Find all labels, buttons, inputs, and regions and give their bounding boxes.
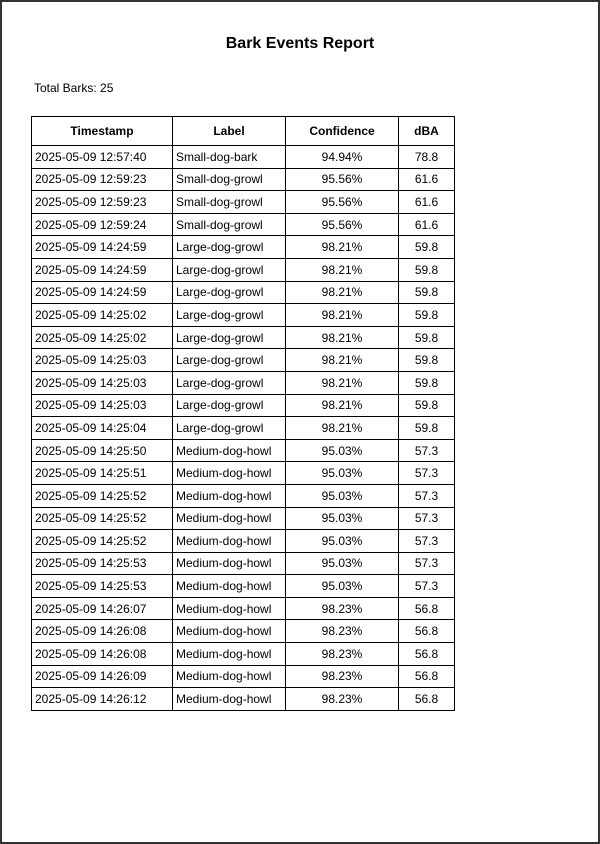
cell-dba: 56.8 [399, 620, 455, 643]
table-row [32, 281, 455, 304]
cell-dba: 59.8 [399, 281, 455, 304]
table-row [32, 665, 455, 688]
cell-label: Medium-dog-howl [173, 552, 286, 575]
cell-dba: 56.8 [399, 688, 455, 711]
table-row [32, 349, 455, 372]
header-timestamp: Timestamp [32, 117, 173, 146]
cell-dba: 59.8 [399, 326, 455, 349]
cell-timestamp: 2025-05-09 14:25:50 [32, 439, 173, 462]
cell-dba: 59.8 [399, 304, 455, 327]
table-row [32, 462, 455, 485]
cell-label: Medium-dog-howl [173, 507, 286, 530]
table-row [32, 507, 455, 530]
cell-dba: 57.3 [399, 439, 455, 462]
table-row [32, 620, 455, 643]
cell-confidence: 95.03% [286, 484, 399, 507]
cell-confidence: 98.21% [286, 304, 399, 327]
cell-dba: 59.8 [399, 417, 455, 440]
cell-timestamp: 2025-05-09 14:25:51 [32, 462, 173, 485]
cell-timestamp: 2025-05-09 14:25:52 [32, 484, 173, 507]
total-barks: Total Barks: 25 [34, 81, 114, 95]
cell-timestamp: 2025-05-09 14:26:08 [32, 643, 173, 666]
table-row [32, 597, 455, 620]
bark-events-table [31, 116, 455, 711]
cell-confidence: 98.21% [286, 417, 399, 440]
cell-timestamp: 2025-05-09 14:25:53 [32, 552, 173, 575]
cell-label: Medium-dog-howl [173, 530, 286, 553]
cell-confidence: 95.03% [286, 507, 399, 530]
cell-label: Large-dog-growl [173, 326, 286, 349]
cell-dba: 78.8 [399, 146, 455, 169]
table-row [32, 191, 455, 214]
cell-timestamp: 2025-05-09 14:26:07 [32, 597, 173, 620]
cell-label: Small-dog-growl [173, 191, 286, 214]
table-row [32, 168, 455, 191]
table-row [32, 258, 455, 281]
cell-confidence: 98.23% [286, 620, 399, 643]
cell-confidence: 98.21% [286, 258, 399, 281]
cell-label: Large-dog-growl [173, 417, 286, 440]
cell-confidence: 95.56% [286, 213, 399, 236]
cell-timestamp: 2025-05-09 12:57:40 [32, 146, 173, 169]
cell-timestamp: 2025-05-09 14:25:03 [32, 394, 173, 417]
table-row [32, 326, 455, 349]
header-label: Label [173, 117, 286, 146]
cell-label: Small-dog-growl [173, 213, 286, 236]
cell-timestamp: 2025-05-09 12:59:24 [32, 213, 173, 236]
table-row [32, 236, 455, 259]
cell-timestamp: 2025-05-09 12:59:23 [32, 191, 173, 214]
cell-confidence: 98.21% [286, 326, 399, 349]
table-row [32, 213, 455, 236]
cell-label: Medium-dog-howl [173, 575, 286, 598]
cell-confidence: 95.56% [286, 168, 399, 191]
cell-confidence: 95.03% [286, 530, 399, 553]
cell-confidence: 95.03% [286, 439, 399, 462]
table-row [32, 688, 455, 711]
cell-label: Large-dog-growl [173, 258, 286, 281]
cell-dba: 61.6 [399, 191, 455, 214]
cell-timestamp: 2025-05-09 14:24:59 [32, 281, 173, 304]
cell-timestamp: 2025-05-09 14:25:52 [32, 507, 173, 530]
cell-dba: 57.3 [399, 462, 455, 485]
header-confidence: Confidence [286, 117, 399, 146]
cell-dba: 57.3 [399, 575, 455, 598]
cell-timestamp: 2025-05-09 14:25:52 [32, 530, 173, 553]
cell-timestamp: 2025-05-09 14:24:59 [32, 258, 173, 281]
table-row [32, 417, 455, 440]
cell-timestamp: 2025-05-09 14:25:53 [32, 575, 173, 598]
cell-dba: 56.8 [399, 665, 455, 688]
header-dba: dBA [399, 117, 455, 146]
table-row [32, 146, 455, 169]
cell-label: Large-dog-growl [173, 236, 286, 259]
cell-dba: 56.8 [399, 597, 455, 620]
cell-dba: 57.3 [399, 552, 455, 575]
cell-dba: 59.8 [399, 236, 455, 259]
cell-dba: 59.8 [399, 394, 455, 417]
cell-confidence: 98.23% [286, 688, 399, 711]
cell-confidence: 98.23% [286, 643, 399, 666]
cell-confidence: 98.21% [286, 349, 399, 372]
cell-confidence: 95.03% [286, 552, 399, 575]
cell-label: Large-dog-growl [173, 371, 286, 394]
cell-confidence: 98.21% [286, 371, 399, 394]
table-row [32, 575, 455, 598]
cell-confidence: 98.21% [286, 281, 399, 304]
cell-confidence: 98.23% [286, 665, 399, 688]
table-row [32, 484, 455, 507]
cell-label: Medium-dog-howl [173, 462, 286, 485]
cell-label: Medium-dog-howl [173, 620, 286, 643]
cell-confidence: 94.94% [286, 146, 399, 169]
table-row [32, 530, 455, 553]
cell-confidence: 95.56% [286, 191, 399, 214]
table-header-row [32, 117, 455, 146]
cell-confidence: 95.03% [286, 462, 399, 485]
cell-label: Medium-dog-howl [173, 597, 286, 620]
table-row [32, 304, 455, 327]
table-row [32, 643, 455, 666]
cell-timestamp: 2025-05-09 14:25:02 [32, 304, 173, 327]
cell-timestamp: 2025-05-09 14:26:08 [32, 620, 173, 643]
cell-timestamp: 2025-05-09 14:25:03 [32, 371, 173, 394]
cell-dba: 59.8 [399, 349, 455, 372]
cell-confidence: 98.21% [286, 236, 399, 259]
table-row [32, 394, 455, 417]
cell-confidence: 98.23% [286, 597, 399, 620]
cell-timestamp: 2025-05-09 14:24:59 [32, 236, 173, 259]
cell-label: Large-dog-growl [173, 281, 286, 304]
cell-dba: 57.3 [399, 484, 455, 507]
table-row [32, 371, 455, 394]
report-title: Bark Events Report [225, 35, 375, 52]
cell-dba: 56.8 [399, 643, 455, 666]
table-row [32, 552, 455, 575]
cell-label: Large-dog-growl [173, 304, 286, 327]
cell-label: Medium-dog-howl [173, 665, 286, 688]
cell-timestamp: 2025-05-09 14:25:02 [32, 326, 173, 349]
cell-label: Large-dog-growl [173, 394, 286, 417]
cell-confidence: 95.03% [286, 575, 399, 598]
cell-confidence: 98.21% [286, 394, 399, 417]
cell-timestamp: 2025-05-09 14:25:03 [32, 349, 173, 372]
cell-dba: 57.3 [399, 507, 455, 530]
cell-timestamp: 2025-05-09 14:26:12 [32, 688, 173, 711]
cell-label: Medium-dog-howl [173, 643, 286, 666]
table-row [32, 439, 455, 462]
cell-label: Small-dog-bark [173, 146, 286, 169]
cell-label: Small-dog-growl [173, 168, 286, 191]
cell-label: Medium-dog-howl [173, 688, 286, 711]
cell-timestamp: 2025-05-09 12:59:23 [32, 168, 173, 191]
cell-dba: 59.8 [399, 371, 455, 394]
cell-label: Medium-dog-howl [173, 439, 286, 462]
cell-dba: 57.3 [399, 530, 455, 553]
cell-timestamp: 2025-05-09 14:25:04 [32, 417, 173, 440]
cell-dba: 61.6 [399, 168, 455, 191]
cell-label: Medium-dog-howl [173, 484, 286, 507]
cell-label: Large-dog-growl [173, 349, 286, 372]
cell-timestamp: 2025-05-09 14:26:09 [32, 665, 173, 688]
cell-dba: 61.6 [399, 213, 455, 236]
cell-dba: 59.8 [399, 258, 455, 281]
